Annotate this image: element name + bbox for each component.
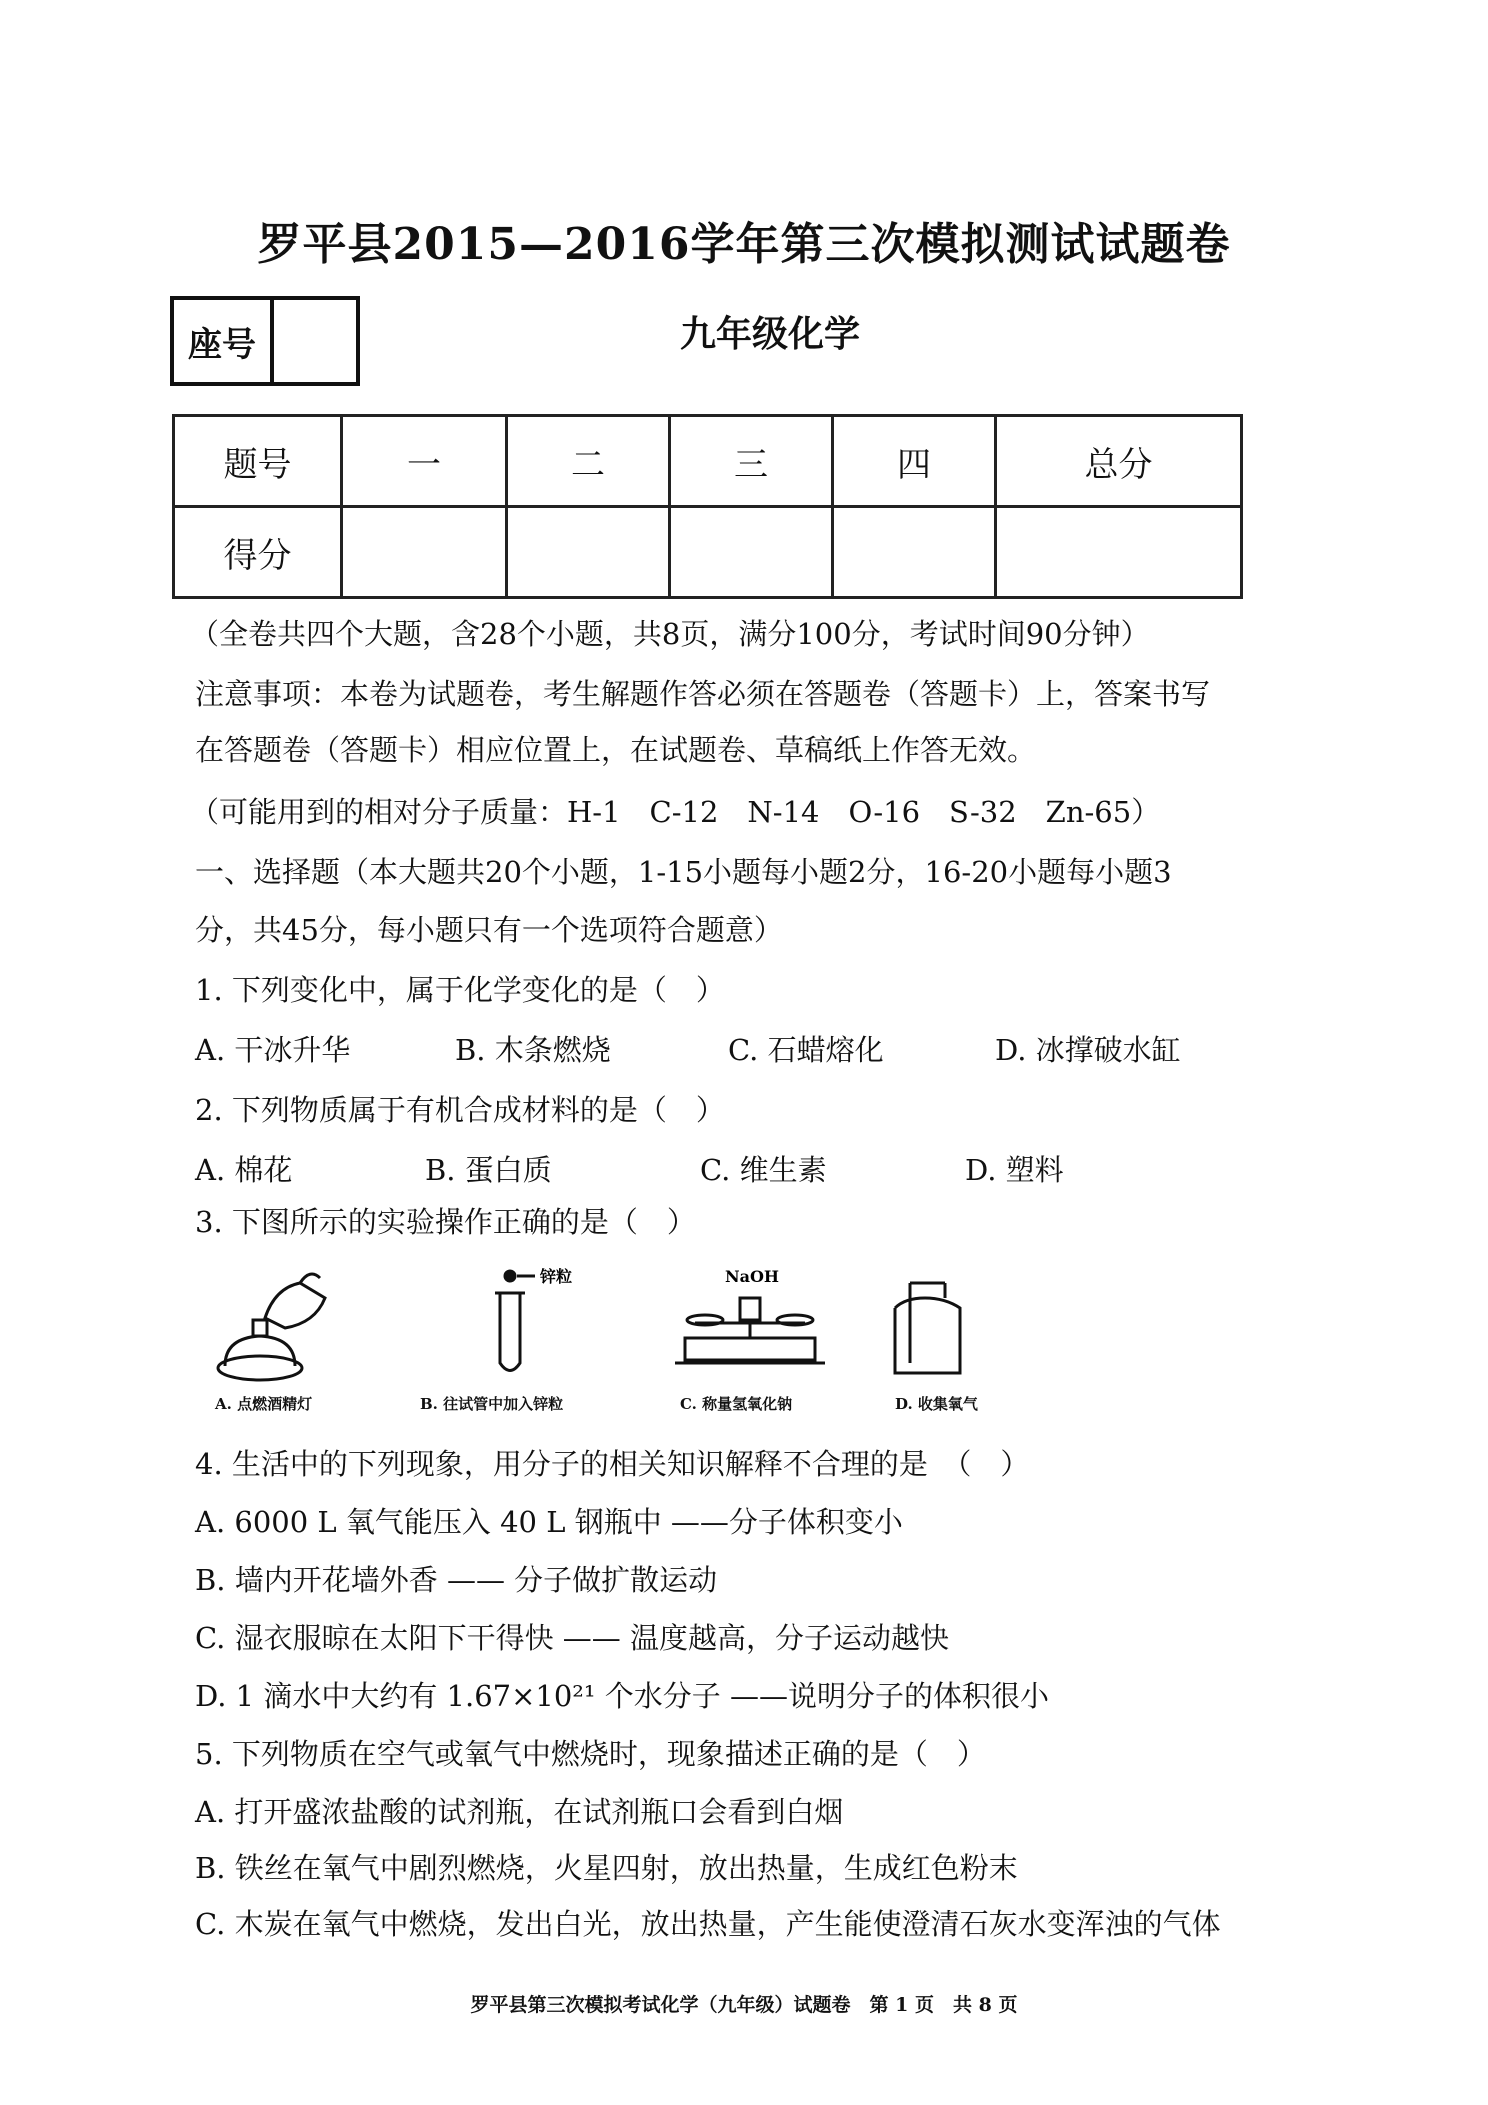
notice-line-1: 注意事项：本卷为试题卷，考生解题作答必须在答题卷（答题卡）上，答案书写 (195, 677, 1211, 711)
row-label-score: 得分 (174, 507, 342, 598)
question-5-option-a: A. 打开盛浓盐酸的试剂瓶，在试剂瓶口会看到白烟 (195, 1795, 844, 1829)
atomic-masses: （可能用到的相对分子质量：H-1 C-12 N-14 O-16 S-32 Zn-65） (190, 795, 1161, 829)
question-1-stem: 1. 下列变化中，属于化学变化的是（ ） (195, 973, 725, 1007)
figure-caption-c: C. 称量氢氧化钠 (680, 1395, 793, 1413)
question-4-stem: 4. 生活中的下列现象，用分子的相关知识解释不合理的是 （ ） (195, 1447, 1030, 1481)
question-4-option-a: A. 6000 L 氧气能压入 40 L 钢瓶中 ——分子体积变小 (195, 1505, 903, 1539)
exam-intro: （全卷共四个大题，含28个小题，共8页，满分100分，考试时间90分钟） (190, 617, 1150, 651)
score-cell (507, 507, 670, 598)
seat-number-box (170, 296, 360, 386)
question-2-option-b: B. 蛋白质 (425, 1153, 552, 1187)
score-table-score-row (174, 507, 1242, 598)
figure-caption-a: A. 点燃酒精灯 (215, 1395, 313, 1413)
question-4-option-b: B. 墙内开花墙外香 —— 分子做扩散运动 (195, 1563, 718, 1597)
score-cell (670, 507, 833, 598)
header-question-number: 题号 (174, 416, 342, 507)
question-3-stem: 3. 下图所示的实验操作正确的是（ ） (195, 1205, 696, 1239)
test-tube-icon (495, 1271, 535, 1371)
section1-heading-line-2: 分，共45分，每小题只有一个选项符合题意） (195, 913, 783, 947)
notice-line-2: 在答题卷（答题卡）相应位置上，在试题卷、草稿纸上作答无效。 (195, 733, 1037, 767)
seat-number-label: 座号 (174, 300, 274, 382)
question-1-option-b: B. 木条燃烧 (455, 1033, 611, 1067)
exam-title: 罗平县2015—2016学年第三次模拟测试试题卷 (257, 219, 1231, 270)
gas-bottle-icon (895, 1283, 960, 1373)
section1-heading-line-1: 一、选择题（本大题共20个小题，1-15小题每小题2分，16-20小题每小题3 (195, 855, 1172, 889)
question-4-option-d: D. 1 滴水中大约有 1.67×10²¹ 个水分子 ——说明分子的体积很小 (195, 1679, 1049, 1713)
score-cell (996, 507, 1242, 598)
page-footer: 罗平县第三次模拟考试化学（九年级）试题卷 第 1 页 共 8 页 (470, 1994, 1018, 2016)
header-total: 总分 (996, 416, 1242, 507)
header-part-4: 四 (833, 416, 996, 507)
figure-caption-b: B. 往试管中加入锌粒 (420, 1395, 564, 1413)
header-part-2: 二 (507, 416, 670, 507)
score-table-header-row (174, 416, 1242, 507)
header-part-1: 一 (342, 416, 507, 507)
question-5-stem: 5. 下列物质在空气或氧气中燃烧时，现象描述正确的是（ ） (195, 1737, 986, 1771)
naoh-label: NaOH (725, 1268, 780, 1286)
subject-heading: 九年级化学 (679, 313, 860, 355)
question-2-option-a: A. 棉花 (195, 1153, 293, 1187)
alcohol-lamp-icon (218, 1274, 325, 1380)
question-5-option-b: B. 铁丝在氧气中剧烈燃烧，火星四射，放出热量，生成红色粉末 (195, 1851, 1018, 1885)
zinc-label: 锌粒 (540, 1268, 573, 1286)
question-2-option-d: D. 塑料 (965, 1153, 1064, 1187)
score-cell (833, 507, 996, 598)
question-1-option-d: D. 冰撑破水缸 (995, 1033, 1181, 1067)
header-part-3: 三 (670, 416, 833, 507)
question-2-option-c: C. 维生素 (700, 1153, 827, 1187)
question-5-option-c: C. 木炭在氧气中燃烧，发出白光，放出热量，产生能使澄清石灰水变浑浊的气体 (195, 1907, 1221, 1941)
score-table (172, 414, 1243, 599)
score-cell (342, 507, 507, 598)
balance-icon (675, 1298, 825, 1363)
question-2-stem: 2. 下列物质属于有机合成材料的是（ ） (195, 1093, 725, 1127)
question-1-option-a: A. 干冰升华 (195, 1033, 351, 1067)
question-3-figure (205, 1268, 1025, 1418)
question-1-option-c: C. 石蜡熔化 (728, 1033, 884, 1067)
lab-operations-illustration (205, 1268, 1025, 1388)
question-4-option-c: C. 湿衣服晾在太阳下干得快 —— 温度越高，分子运动越快 (195, 1621, 950, 1655)
figure-caption-d: D. 收集氧气 (895, 1395, 978, 1413)
seat-number-field (274, 300, 356, 382)
